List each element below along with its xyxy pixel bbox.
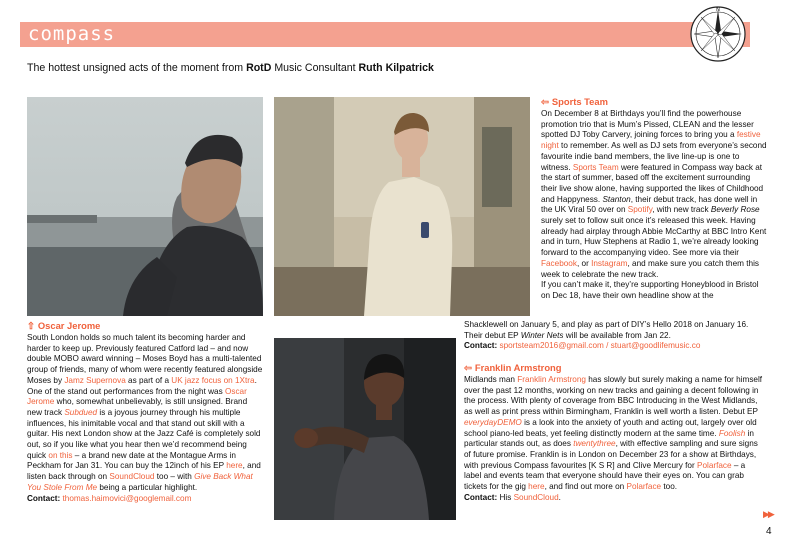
- franklin-armstrong-heading: [464, 362, 562, 374]
- twentythree-link[interactable]: twentythree: [573, 439, 616, 449]
- body-text: On December 8 at Birthdays you’ll find the powerhouse promotion trio that is Mum’s Pissed, CLEAN and the lesser spotted DJ Toby Carvery, joining forces to bring you a: [541, 109, 754, 140]
- body-text: too – with: [154, 472, 195, 482]
- body-text: . One of the stand out performances from the night was: [27, 375, 257, 396]
- body-text: If you can’t make it, they’re supporting Honeyblood in Bristol on Dec 18, have their own headline show at the: [541, 280, 759, 300]
- left-arrow-icon: ⇦: [464, 362, 472, 373]
- up-arrow-icon: ⇧: [27, 320, 35, 331]
- track-name: Stanton: [602, 194, 631, 204]
- oscar-jerome-contact-email[interactable]: thomas.haimovici@googlemail.com: [62, 493, 192, 503]
- subdued-link[interactable]: Subdued: [64, 407, 98, 417]
- body-text: , with effective sampling and sure signs of future promise. Franklin is in London on December 23 for a show at Birthdays, with previous Compass favourites [K S R] and Clive Mercury for: [464, 439, 758, 470]
- facebook-link[interactable]: Facebook: [541, 258, 577, 268]
- oscar-jerome-heading: [27, 320, 100, 332]
- body-text: .: [558, 492, 561, 502]
- body-text: , with new track: [652, 205, 711, 215]
- franklin-armstrong-photo: [274, 338, 456, 520]
- body-text: , or: [576, 258, 592, 268]
- body-text: , their debut track, has done well in the UK Viral 50 over on: [541, 194, 758, 215]
- oscar-jerome-body: [27, 333, 263, 504]
- body-text: being a particular highlight.: [97, 482, 198, 492]
- double-arrow-right-icon[interactable]: ▶▶: [763, 509, 773, 519]
- oscar-jerome-photo: [27, 97, 263, 316]
- body-text: – a brand new date at the Montague Arms in Peckham for Jan 31. You can buy the 12inch of his EP: [27, 450, 236, 471]
- franklin-soundcloud-link[interactable]: SoundCloud: [513, 492, 559, 502]
- sports-team-contact-email[interactable]: sportsteam2016@gmail.com / stuart@goodlifemusic.co: [499, 341, 701, 351]
- sports-team-body: [541, 109, 767, 302]
- track-name: Beverly Rose: [710, 205, 760, 215]
- body-text: Midlands man: [464, 375, 518, 384]
- sports-team-body-cont: [464, 320, 764, 352]
- instagram-link[interactable]: Instagram: [591, 258, 628, 268]
- franklin-armstrong-link[interactable]: Franklin Armstrong: [517, 375, 586, 384]
- body-text: Shacklewell on January 5, and play as part of DIY’s Hello 2018 on January 16. Their debut EP: [464, 320, 749, 340]
- body-text: is a joyous journey through his multiple influences, his inimitable vocal and that stand out skill with a guitar. His next London show at the Jazz Café is completely sold out, so if you like what you hear then we’d recommend being quick: [27, 407, 261, 460]
- here-link[interactable]: here: [226, 461, 243, 471]
- subtitle-text: Music Consultant: [271, 62, 359, 74]
- spotify-link[interactable]: Spotify: [627, 205, 653, 215]
- page-number: 4: [766, 526, 772, 537]
- contact-label: Contact:: [464, 341, 498, 351]
- body-text: , and find out more on: [544, 482, 627, 492]
- svg-text:N: N: [716, 7, 720, 13]
- body-text: in particular stands out, as does: [464, 428, 754, 449]
- sports-team-link[interactable]: Sports Team: [572, 162, 619, 172]
- compass-rose-icon: [686, 4, 750, 64]
- subtitle-brand: RotD: [246, 62, 272, 74]
- body-text: as part of a: [125, 375, 172, 385]
- body-text: , and make sure you catch them this week to celebrate the new track.: [541, 258, 760, 279]
- contact-label: Contact:: [27, 493, 61, 503]
- subtitle-name: Ruth Kilpatrick: [358, 62, 434, 74]
- heading-text: Franklin Armstrong: [474, 362, 562, 373]
- body-text: too.: [661, 482, 678, 492]
- oscar-jerome-link[interactable]: Oscar Jerome: [27, 386, 247, 407]
- jazz-focus-link[interactable]: UK jazz focus on 1Xtra: [171, 375, 255, 385]
- section-title: compass: [28, 23, 116, 45]
- heading-text: Sports Team: [551, 96, 608, 107]
- franklin-armstrong-body: [464, 375, 764, 503]
- body-text: to remember. As well as DJ sets from everyone’s second favourite indie band members, the live line-up is one to witness.: [541, 141, 767, 172]
- polarface-link[interactable]: Polarface: [696, 460, 732, 470]
- body-text: His: [497, 492, 514, 502]
- body-text: will be available from Jan 22.: [563, 330, 671, 340]
- left-arrow-icon: ⇦: [541, 96, 549, 107]
- header-band: [20, 22, 750, 47]
- contact-label: Contact:: [464, 492, 498, 502]
- subtitle-text: The hottest unsigned acts of the moment from: [27, 62, 247, 74]
- body-text: is a look into the anxiety of youth and acting out, largely over old school piano-led beats, yet feeling distinctly modern at the same time.: [464, 417, 757, 438]
- body-text: surely set to follow suit once it’s released this week. Having already had airplay through Abbie McCarthy at BBC Intro Kent and in turn, Huw Stephens at Radio 1, we’re already looking forward to the accompanying video. See more via their: [541, 216, 767, 258]
- body-text: South London holds so much talent its becoming harder and harder to keep up. Previously featured Catford lad – and now double MOBO award winning – Moses Boyd has a multi-talented group of friends, many of whom were recently featured alongside Moses by: [27, 333, 263, 385]
- sports-team-photo: [274, 97, 530, 316]
- festive-night-link[interactable]: festive night: [541, 130, 761, 151]
- foolish-link[interactable]: Foolish: [718, 428, 746, 438]
- body-text: has slowly but surely making a name for himself over the past 12 months, working on new tracks and gaining a decent following in the process. With plenty of coverage from BBC Introducing in the West Midlands, as well as print press within Birmingham, Franklin is well worth a listen. Debut EP: [464, 375, 763, 417]
- body-text: who, somewhat unbelievably, is still unsigned. Brand new track: [27, 397, 248, 417]
- everydaydemo-link[interactable]: everydayDEMO: [464, 417, 522, 427]
- give-back-link[interactable]: Give Back What You Stole From Me: [27, 472, 253, 492]
- page-subtitle: [27, 62, 434, 74]
- heading-text: Oscar Jerome: [37, 320, 101, 331]
- ep-name: Winter Nets: [520, 330, 564, 340]
- body-text: , and listen back through on: [27, 461, 261, 482]
- polarface-link[interactable]: Polarface: [626, 482, 662, 492]
- jamz-supernova-link[interactable]: Jamz Supernova: [64, 375, 126, 385]
- body-text: – a label and events team that everyone should have their eyes on. You can grab tickets for the gig: [464, 460, 746, 492]
- tickets-here-link[interactable]: here: [528, 482, 545, 492]
- body-text: were featured in Compass way back at the start of summer, based off the excitement surrounding their live show alone, having supported the likes of Childhood and Happyness.: [541, 162, 764, 204]
- sports-team-heading: [541, 96, 608, 108]
- on-this-link[interactable]: on this: [48, 450, 73, 460]
- soundcloud-link[interactable]: SoundCloud: [109, 472, 155, 482]
